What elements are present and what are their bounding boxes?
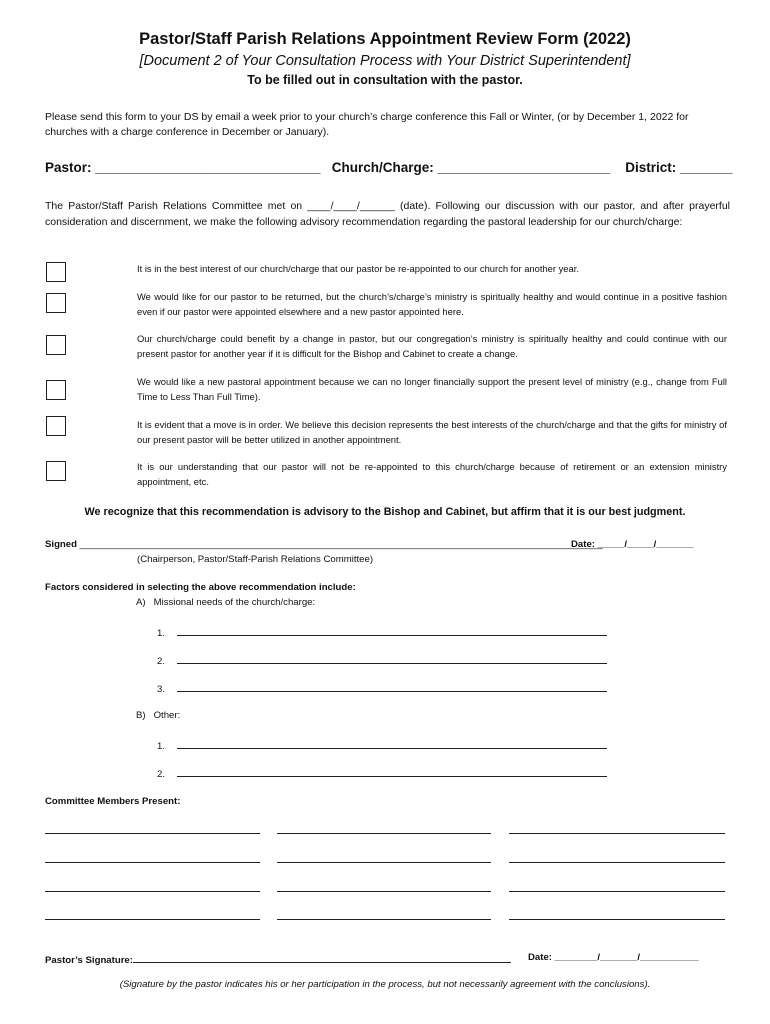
factor-a-item-2[interactable]	[157, 653, 607, 667]
advisory-statement: We recognize that this recommendation is advisory to the Bishop and Cabinet, but affirm that it is our best judgment.	[84, 506, 686, 518]
member-line[interactable]	[45, 862, 260, 863]
factor-a-item-1-line[interactable]	[177, 625, 607, 636]
factor-b-item-2-number: 2.	[157, 769, 166, 780]
member-line[interactable]	[277, 919, 491, 920]
member-line[interactable]	[509, 919, 725, 920]
committee-paragraph: The Pastor/Staff Parish Relations Committee met on ____/____/______ (date). Following our discussion with our pastor, and after prayerful consideration and discernment, we make the following advisory recommendation regarding the pastoral leadership for our church/charge:	[45, 200, 730, 228]
factor-b-item-2[interactable]	[157, 766, 607, 780]
member-line[interactable]	[277, 891, 491, 892]
factor-a-label: A)	[136, 597, 146, 608]
member-line[interactable]	[509, 891, 725, 892]
member-line[interactable]	[509, 833, 725, 834]
chairperson-note: (Chairperson, Pastor/Staff-Parish Relations Committee)	[137, 554, 374, 565]
option-6-text: It is our understanding that our pastor will not be re-appointed to this church/charge because of retirement or an extension ministry appointment, etc.	[137, 461, 727, 487]
signed-line[interactable]: __________________________________________________________________________________________________	[76, 539, 603, 550]
factor-b-text: Other:	[153, 710, 181, 721]
factor-a-text: Missional needs of the church/charge:	[153, 597, 316, 608]
factor-b-item-1-number: 1.	[157, 741, 166, 752]
factor-a-item-3-number: 3.	[157, 684, 166, 695]
option-1-checkbox[interactable]	[46, 262, 66, 282]
signed-label: Signed	[45, 539, 77, 550]
signed-field[interactable]	[45, 539, 603, 550]
factor-a-item-1[interactable]	[157, 625, 607, 639]
option-5-text: It is evident that a move is in order. We believe this decision represents the best interests of the church/charge and that the gifts for ministry of our present pastor will be better utilized in another appointment.	[137, 419, 727, 445]
option-2-checkbox[interactable]	[46, 293, 66, 313]
member-line[interactable]	[509, 862, 725, 863]
factors-heading: Factors considered in selecting the above recommendation include:	[45, 582, 356, 593]
option-5-checkbox[interactable]	[46, 416, 66, 436]
factor-a-item-2-number: 2.	[157, 656, 166, 667]
form-subtitle: [Document 2 of Your Consultation Process with Your District Superintendent]	[139, 53, 631, 69]
factor-a-item-3-line[interactable]	[177, 681, 607, 692]
option-6-checkbox[interactable]	[46, 461, 66, 481]
pastor-signature-field[interactable]	[45, 952, 511, 966]
factor-a	[136, 597, 315, 608]
form-instruction: To be filled out in consultation with the pastor.	[247, 73, 523, 87]
option-2-text: We would like for our pastor to be returned, but the church’s/charge’s ministry is spiritually healthy and would continue in a positive fashion even if our pastor were appointed elsewhere and a new pastor appointed here.	[137, 291, 727, 317]
intro-text: Please send this form to your DS by email a week prior to your church’s charge conference this Fall or Winter, (or by December 1, 2022 for churches with a charge conference in December or January).	[45, 111, 689, 138]
factor-b-item-1-line[interactable]	[177, 738, 607, 749]
member-line[interactable]	[45, 833, 260, 834]
member-line[interactable]	[45, 919, 260, 920]
form-title: Pastor/Staff Parish Relations Appointment Review Form (2022)	[139, 30, 631, 48]
factor-a-item-3[interactable]	[157, 681, 607, 695]
factor-a-item-2-line[interactable]	[177, 653, 607, 664]
pastor-church-district-fields[interactable]: Pastor: ______________________________ Church/Charge: _______________________ District: _______	[45, 160, 733, 175]
factor-b	[136, 710, 180, 721]
committee-heading: Committee Members Present:	[45, 796, 181, 807]
factor-b-item-2-line[interactable]	[177, 766, 607, 777]
factor-a-item-1-number: 1.	[157, 628, 166, 639]
option-4-text: We would like a new pastoral appointment because we can no longer financially support the present level of ministry (e.g., change from Full Time to Less Than Full Time).	[137, 376, 727, 402]
pastor-signature-date[interactable]: Date: ________/_______/___________	[528, 952, 699, 963]
option-3-checkbox[interactable]	[46, 335, 66, 355]
factor-b-item-1[interactable]	[157, 738, 607, 752]
factor-b-label: B)	[136, 710, 146, 721]
signed-date-field[interactable]: Date: _____/_____/_______	[571, 539, 694, 550]
member-line[interactable]	[45, 891, 260, 892]
option-4-checkbox[interactable]	[46, 380, 66, 400]
pastor-signature-label: Pastor’s Signature:	[45, 955, 133, 966]
pastor-signature-line[interactable]	[133, 952, 511, 963]
member-line[interactable]	[277, 833, 491, 834]
option-1-text: It is in the best interest of our church/charge that our pastor be re-appointed to our church for another year.	[137, 263, 579, 274]
member-line[interactable]	[277, 862, 491, 863]
signature-footnote: (Signature by the pastor indicates his or her participation in the process, but not necessarily agreement with the conclusions).	[119, 979, 651, 990]
option-3-text: Our church/charge could benefit by a change in pastor, but our congregation’s ministry is spiritually healthy and could continue with our present pastor for another year if it is difficult for the Bishop and Cabinet to create a change.	[137, 333, 727, 359]
